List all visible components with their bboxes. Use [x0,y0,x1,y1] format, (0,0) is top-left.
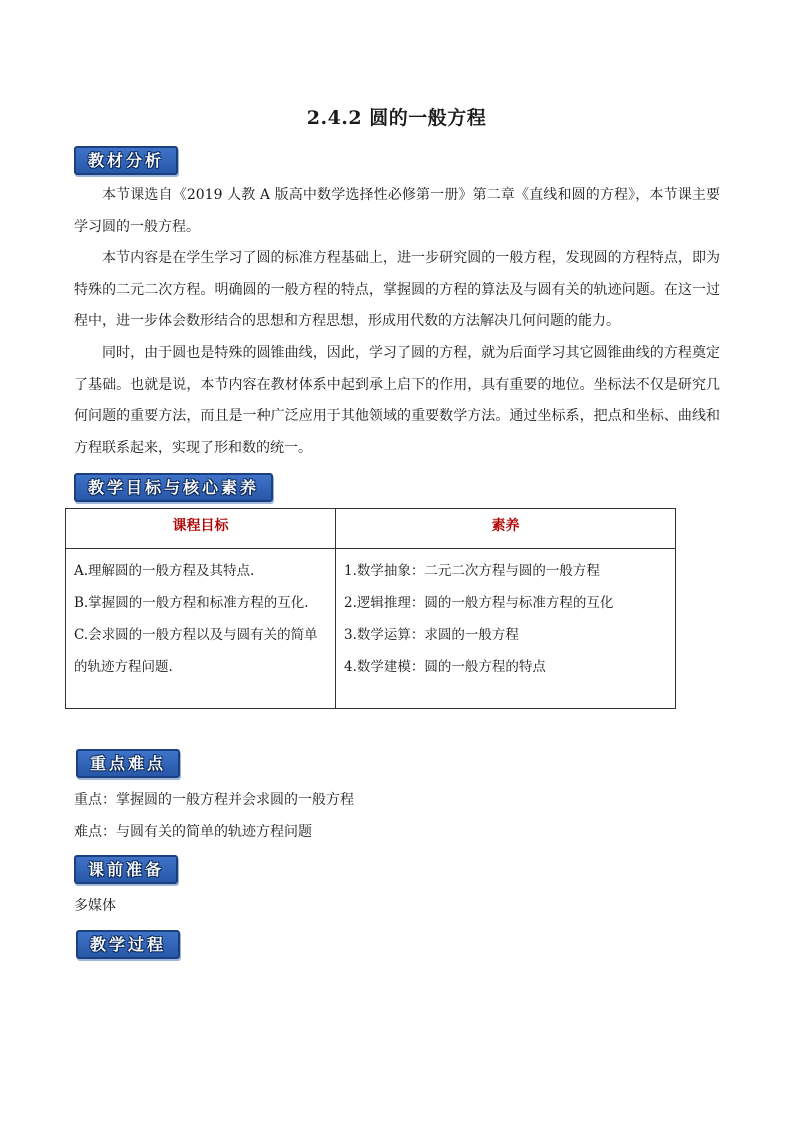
section-badge-process: 教学过程 [76,930,180,959]
goals-table [65,508,676,709]
analysis-paragraph-2: 本节内容是在学生学习了圆的标准方程基础上，进一步研究圆的一般方程，发现圆的方程特点，即为特殊的二元二次方程。明确圆的一般方程的特点，掌握圆的方程的算法及与圆有关的轨迹问题。在这一过程中，进一步体会数形结合的思想和方程思想，形成用代数的方法解决几何问题的能力。 [74,250,720,329]
objective-item: A.理解圆的一般方程及其特点. [74,563,255,579]
header-course-goals: 课程目标 [66,509,336,549]
objective-item: B.掌握圆的一般方程和标准方程的互化. [74,595,309,611]
objectives-cell [66,549,336,709]
prep-text: 多媒体 [74,898,116,914]
difficulty-text: 难点：与圆有关的简单的轨迹方程问题 [74,824,312,840]
literacy-item: 1.数学抽象：二元二次方程与圆的一般方程 [344,563,600,579]
focus-text: 重点：掌握圆的一般方程并会求圆的一般方程 [74,792,354,808]
section-badge-keypoints: 重点难点 [76,749,180,778]
section-badge-analysis: 教材分析 [74,146,178,175]
literacy-item: 2.逻辑推理：圆的一般方程与标准方程的互化 [344,595,614,611]
literacy-cell [336,549,676,709]
literacy-item: 3.数学运算：求圆的一般方程 [344,627,519,643]
literacy-item: 4.数学建模：圆的一般方程的特点 [344,659,546,675]
page-title: 2.4.2 圆的一般方程 [306,107,487,129]
section-badge-prep: 课前准备 [74,855,178,884]
objective-item: C.会求圆的一般方程以及与圆有关的简单的轨迹方程问题. [74,627,318,675]
section-badge-goals: 教学目标与核心素养 [74,473,273,502]
goals-table-header-row [66,509,676,549]
header-literacy: 素养 [336,509,676,549]
analysis-paragraph-1: 本节课选自《2019 人教 A 版高中数学选择性必修第一册》第二章《直线和圆的方程》，本节课主要学习圆的一般方程。 [74,187,720,235]
goals-table-row [66,549,676,709]
analysis-paragraph-3: 同时，由于圆也是特殊的圆锥曲线，因此，学习了圆的方程，就为后面学习其它圆锥曲线的方程奠定了基础。也就是说，本节内容在教材体系中起到承上启下的作用，具有重要的地位。坐标法不仅是研究几何问题的重要方法，而且是一种广泛应用于其他领域的重要数学方法。通过坐标系，把点和坐标、曲线和方程联系起来，实现了形和数的统一。 [74,345,720,456]
